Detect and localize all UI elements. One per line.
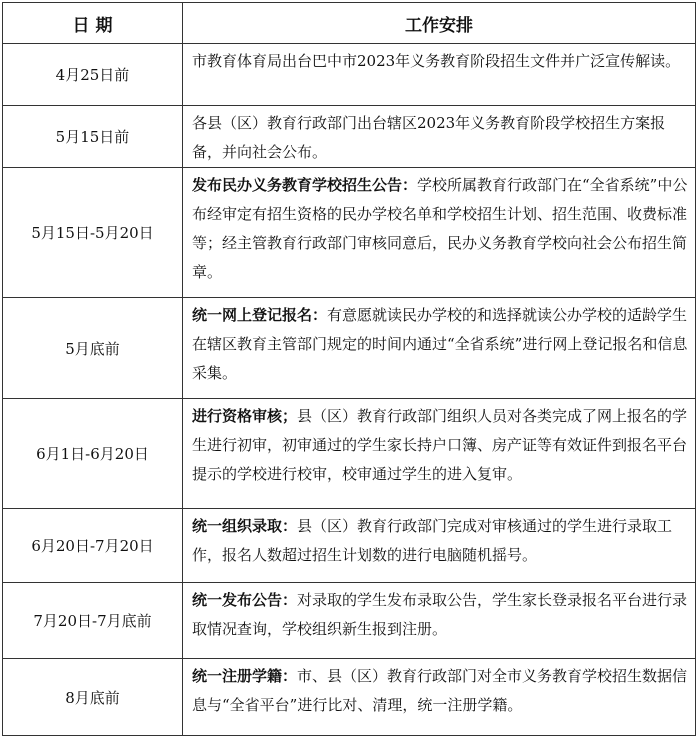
row-title: 发布民办义务教育学校招生公告： — [192, 176, 418, 194]
row-text: 市、县（区）教育行政部门对全市义务教育学校招生数据信息与“全省平台”进行比对、清理，统一注册学籍。 — [192, 667, 688, 714]
row-date: 8月底前 — [3, 659, 183, 736]
row-text: 县（区）教育行政部门完成对审核通过的学生进行录取工作，报名人数超过招生计划数的进行电脑随机摇号。 — [192, 517, 673, 564]
row-date: 7月20日-7月底前 — [3, 583, 183, 659]
row-title: 进行资格审核； — [192, 407, 298, 425]
row-text: 对录取的学生发布录取公告，学生家长登录报名平台进行录取情况查询，学校组织新生报到注册。 — [192, 591, 688, 638]
row-work — [183, 168, 696, 298]
row-text: 各县（区）教育行政部门出台辖区2023年义务教育阶段学校招生方案报备，并向社会公布。 — [192, 114, 666, 161]
row-date: 6月20日-7月20日 — [3, 509, 183, 583]
row-work — [183, 659, 696, 736]
table-row — [3, 659, 696, 736]
header-work: 工作安排 — [183, 3, 696, 44]
row-work — [183, 44, 696, 106]
row-title: 统一发布公告： — [192, 591, 298, 609]
row-text: 有意愿就读民办学校的和选择就读公办学校的适龄学生在辖区教育主管部门规定的时间内通过“全省系统”进行网上登记报名和信息采集。 — [192, 306, 688, 382]
table-row — [3, 399, 696, 509]
table-row — [3, 106, 696, 168]
row-title: 统一组织录取： — [192, 517, 298, 535]
row-date: 6月1日-6月20日 — [3, 399, 183, 509]
header-date: 日 期 — [3, 3, 183, 44]
row-text: 学校所属教育行政部门在“全省系统”中公布经审定有招生资格的民办学校名单和学校招生计划、招生范围、收费标准等；经主管教育行政部门审核同意后，民办义务教育学校向社会公布招生简章。 — [192, 176, 688, 281]
row-date: 5月15日-5月20日 — [3, 168, 183, 298]
table-header-row — [3, 3, 696, 44]
row-title: 统一网上登记报名： — [192, 306, 328, 324]
row-work — [183, 298, 696, 399]
row-date: 4月25日前 — [3, 44, 183, 106]
schedule-table — [2, 2, 696, 736]
row-text: 县（区）教育行政部门组织人员对各类完成了网上报名的学生进行初审，初审通过的学生家长持户口簿、房产证等有效证件到报名平台提示的学校进行校审，校审通过学生的进入复审。 — [192, 407, 688, 483]
row-text: 市教育体育局出台巴中市2023年义务教育阶段招生文件并广泛宣传解读。 — [192, 52, 681, 70]
row-work — [183, 509, 696, 583]
row-work — [183, 106, 696, 168]
table-row — [3, 168, 696, 298]
row-title: 统一注册学籍： — [192, 667, 298, 685]
row-work — [183, 399, 696, 509]
row-work — [183, 583, 696, 659]
table-row — [3, 298, 696, 399]
table-row — [3, 44, 696, 106]
row-date: 5月15日前 — [3, 106, 183, 168]
row-date: 5月底前 — [3, 298, 183, 399]
table-row — [3, 509, 696, 583]
table-row — [3, 583, 696, 659]
